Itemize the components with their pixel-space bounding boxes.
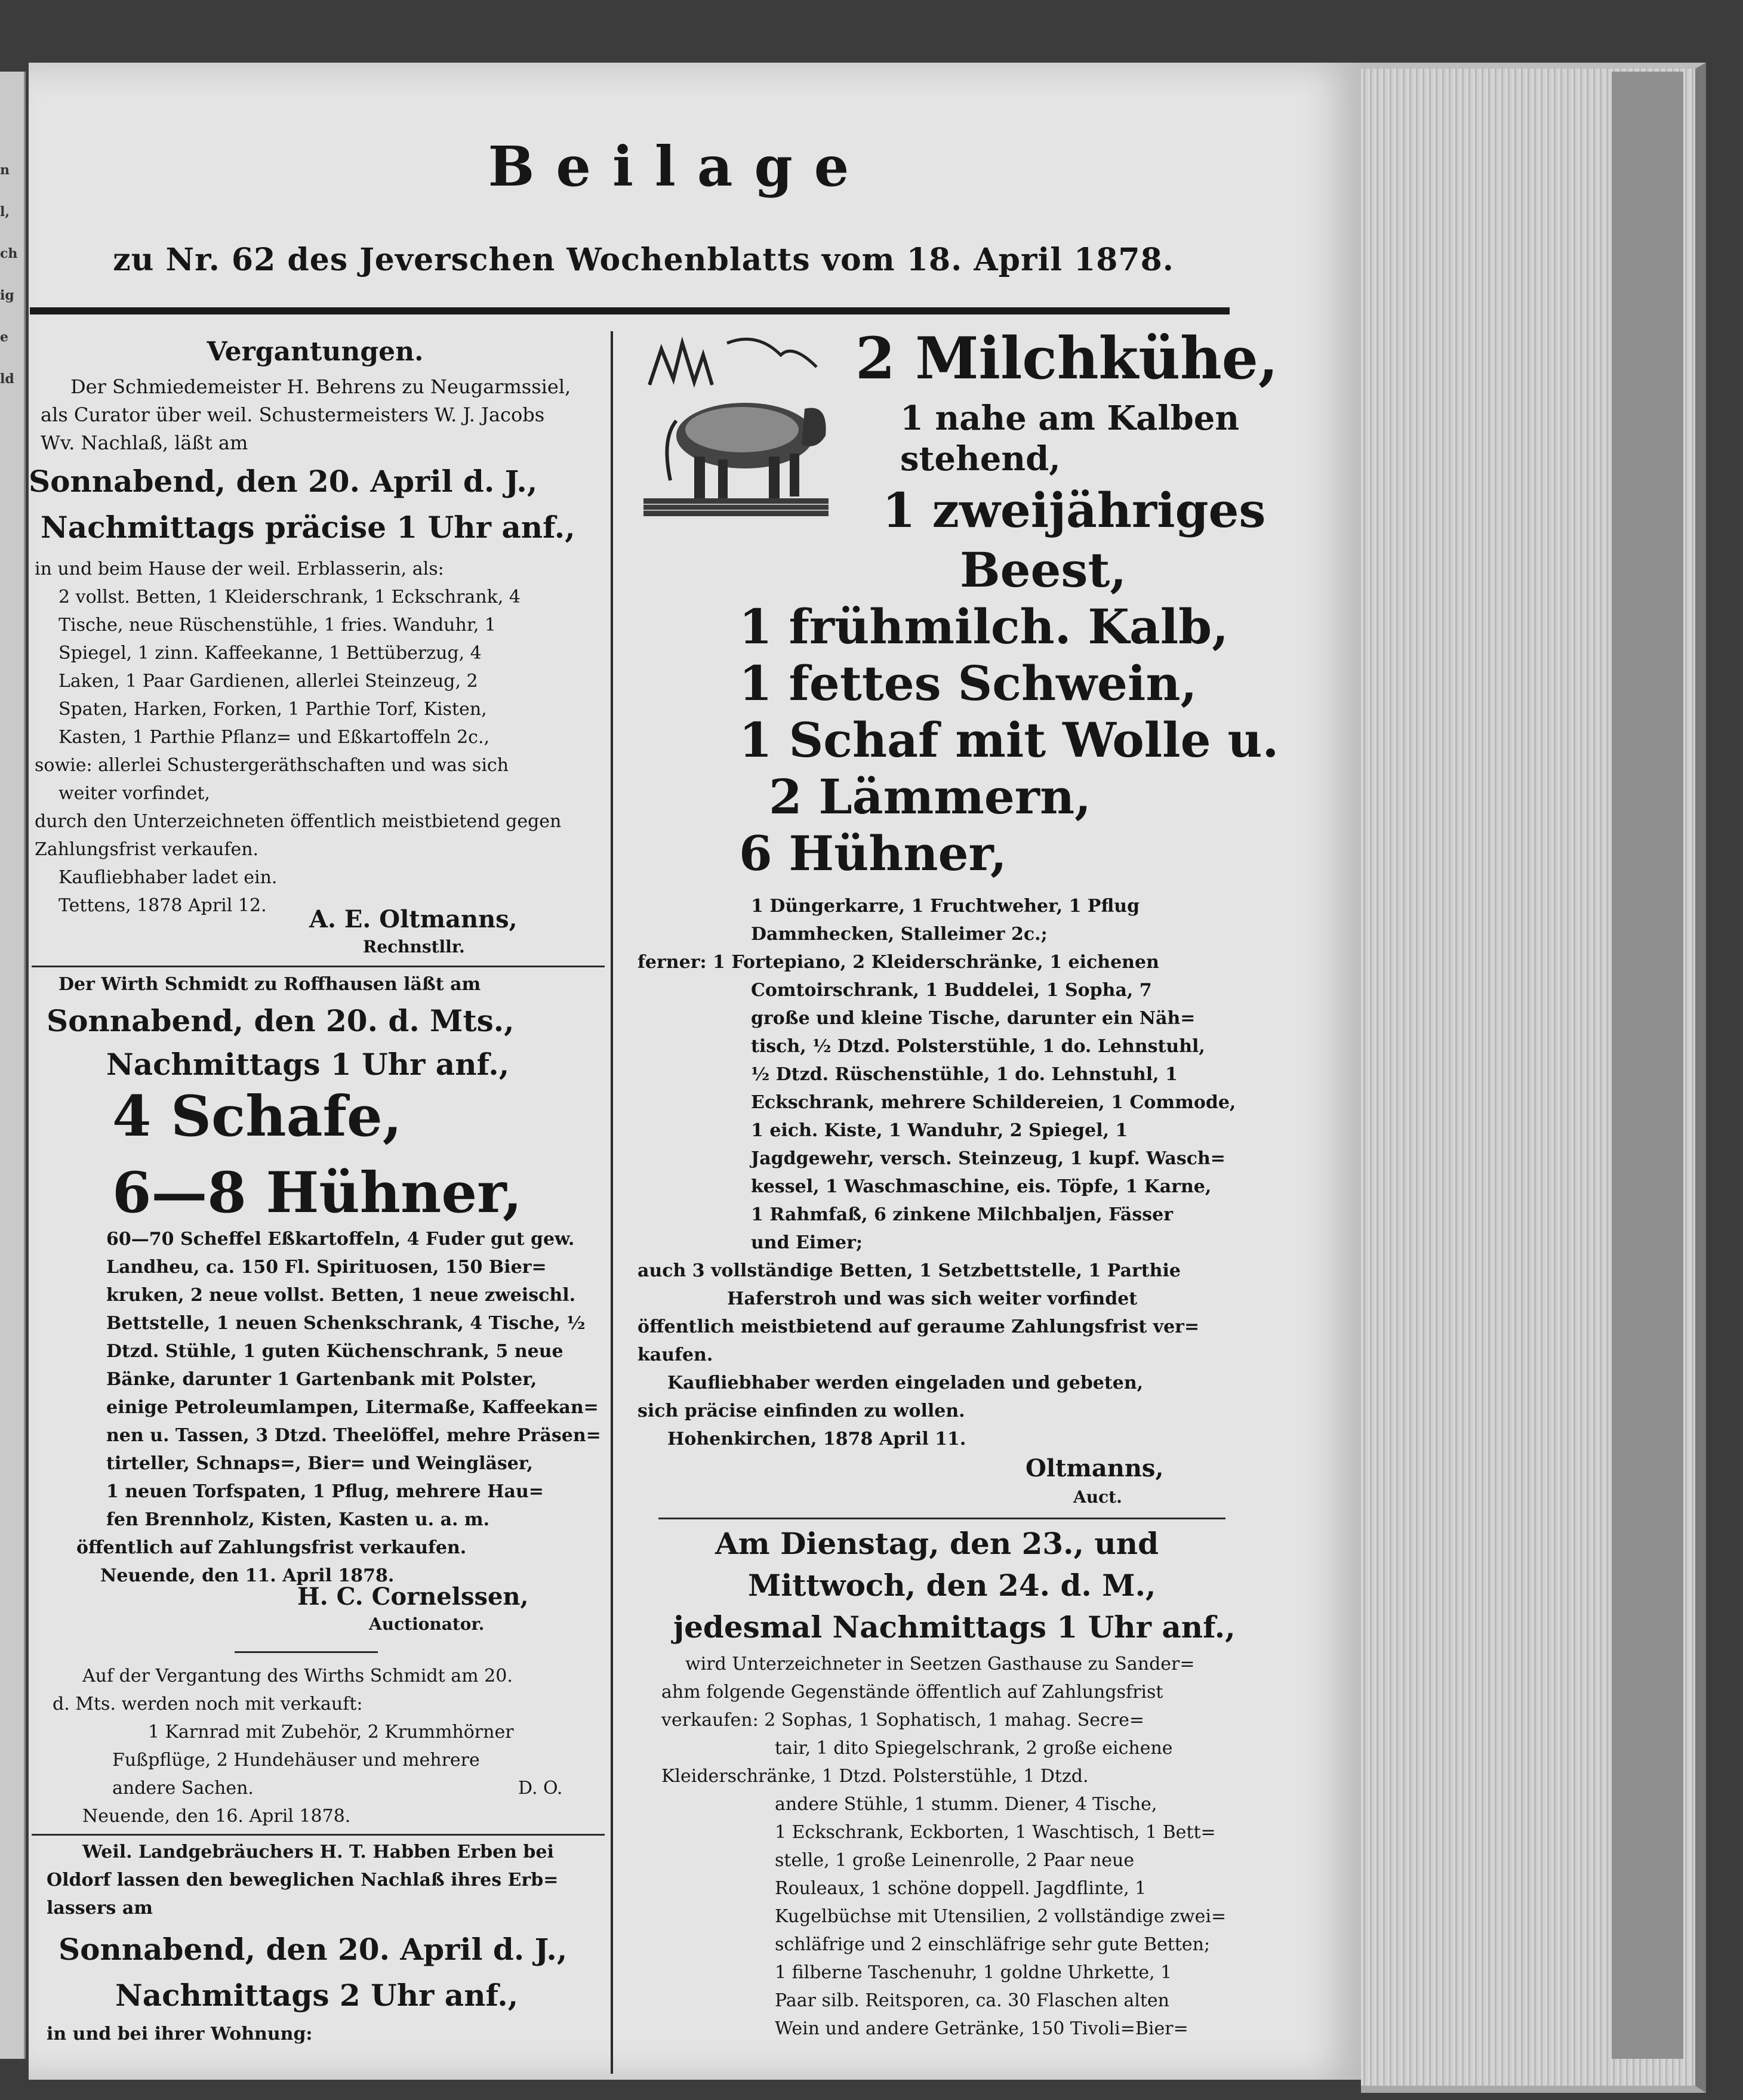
ad3-initials: D. O. [518, 1778, 563, 1799]
left-margin-text: n l, ch ig e ld [0, 162, 18, 387]
ad5-sub1: 1 nahe am Kalben [900, 399, 1240, 438]
cow-illustration [638, 331, 834, 522]
ad2-big-hens: 6—8 Hühner, [112, 1160, 522, 1226]
ad5-big-milkcows: 2 Milchkühe, [855, 325, 1279, 392]
ad1-intro: Der Schmiedemeister H. Behrens zu Neugarmssiel, als Curator über weil. Schustermeisters W. J. Jacobs Wv. Nachlaß, läßt am [41, 375, 571, 454]
ad4-date: Sonnabend, den 20. April d. J., [58, 1932, 568, 1967]
ad5-body: 1 Düngerkarre, 1 Fruchtweher, 1 Pflug Dammhecken, Stalleimer 2c.; ferner: 1 Fortepiano, 2 Kleiderschränke, 1 eichenen Comtoirschrank, 1 Buddelei, 1 Sopha, 7 große und kleine Tische, darunter ein Näh= tisch, ½ Dtzd. Polsterstühle, 1 do. Lehnstuhl, ½ Dtzd. Rüschenstühle, 1 do. Lehnstuhl, 1 Eckschrank, mehrere Schildereien, 1 Commode, 1 eich. Kiste, 1 Wanduhr, 2 Spiegel, 1 Jagdgewehr, versch. Steinzeug, 1 kupf. Wasch= kessel, 1 Waschmaschine, eis. Töpfe, 1 Karne, 1 Rahmfaß, 6 zinkene Milchbaljen, Fässer und Eimer; auch 3 vollständige Betten, 1 Setzbettstelle, 1 Parthie Haferstroh und was sich weiter vorfindet öffentlich meistbietend auf geraume Zahlungsfrist ver= kaufen. Kaufliebhaber werden eingeladen und gebeten, sich präcise einfinden zu wollen. Hohenkirchen, 1878 April 11. [638, 896, 1236, 1450]
ad2-signature-title: Auctionator. [369, 1614, 485, 1634]
masthead-title: Beilage [488, 134, 871, 199]
ad1-heading: Vergantungen. [207, 337, 424, 367]
ad2-intro: Der Wirth Schmidt zu Roffhausen läßt am [58, 974, 481, 995]
ad1-signature-title: Rechnstllr. [363, 937, 465, 957]
ad3-body: Auf der Vergantung des Wirths Schmidt am 20. d. Mts. werden noch mit verkauft: 1 Karnrad mit Zubehör, 2 Krummhörner Fußpflüge, 2 Hundehäuser und mehrere andere Sachen. [53, 1666, 514, 1799]
ad5-item-calf: 1 frühmilch. Kalb, [739, 599, 1228, 655]
column-divider [611, 331, 613, 2074]
separator [32, 966, 605, 967]
ad5-item-lambs: 2 Lämmern, [769, 769, 1091, 825]
ad6-head3: jedesmal Nachmittags 1 Uhr anf., [673, 1609, 1236, 1645]
short-separator [235, 1651, 378, 1653]
masthead-subtitle: zu Nr. 62 des Jeverschen Wochenblatts vom 18. April 1878. [113, 242, 1174, 278]
ad5-item-hens: 6 Hühner, [739, 825, 1007, 881]
ad1-body: in und beim Hause der weil. Erblasserin, als: 2 vollst. Betten, 1 Kleiderschrank, 1 Eckschrank, 4 Tische, neue Rüschenstühle, 1 fries. Wanduhr, 1 Spiegel, 1 zinn. Kaffeekanne, 1 Bettüberzug, 4 Laken, 1 Paar Gardienen, allerlei Steinzeug, 2 Spaten, Harken, Forken, 1 Parthie Torf, Kisten, Kasten, 1 Parthie Pflanz= und Eßkartoffeln 2c., sowie: allerlei Schustergeräthschaften und was sich weiter vorfindet, durch den Unterzeichneten öffentlich meistbietend gegen Zahlungsfrist verkaufen. Kaufliebhaber ladet ein. Tettens, 1878 April 12. [35, 559, 562, 916]
ad5-big2: 1 zweijähriges [882, 482, 1266, 538]
ad6-body: wird Unterzeichneter in Seetzen Gasthause zu Sander= ahm folgende Gegenstände öffentlich auf Zahlungsfrist verkaufen: 2 Sophas, 1 Sophatisch, 1 mahag. Secre= tair, 1 dito Spiegelschrank, 2 große eichene Kleiderschränke, 1 Dtzd. Polsterstühle, 1 Dtzd. andere Stühle, 1 stumm. Diener, 4 Tische, 1 Eckschrank, Eckborten, 1 Waschtisch, 1 Bett= stelle, 1 große Leinenrolle, 2 Paar neue Rouleaux, 1 schöne doppell. Jagdflinte, 1 Kugelbüchse mit Utensilien, 2 vollständige zwei= schläfrige und 2 einschläfrige sehr gute Betten; 1 filberne Taschenuhr, 1 goldne Uhrkette, 1 Paar silb. Reitsporen, ca. 30 Flaschen alten Wein und andere Getränke, 150 Tivoli=Bier= [661, 1654, 1227, 2039]
ad4-intro: Weil. Landgebräuchers H. T. Habben Erben bei Oldorf lassen den beweglichen Nachlaß ihres Erb= lassers am [47, 1842, 559, 1919]
newspaper-page [29, 63, 1361, 2080]
ad1-time: Nachmittags präcise 1 Uhr anf., [41, 510, 575, 545]
ad5-signature-title: Auct. [1073, 1487, 1122, 1507]
ad2-signature: H. C. Cornelssen, [297, 1583, 529, 1611]
ad5-item-pig: 1 fettes Schwein, [739, 655, 1197, 711]
ad4-tail: in und bei ihrer Wohnung: [47, 2024, 313, 2045]
book-cover [1612, 72, 1683, 2059]
ad6-head1: Am Dienstag, den 23., und [715, 1526, 1159, 1561]
ad2-date: Sonnabend, den 20. d. Mts., [47, 1003, 515, 1038]
ad5-item-sheep: 1 Schaf mit Wolle u. [739, 712, 1279, 768]
header-rule [30, 307, 1230, 314]
ad1-date: Sonnabend, den 20. April d. J., [29, 464, 538, 499]
ad5-sub2: stehend, [900, 439, 1061, 479]
ad1-signature: A. E. Oltmanns, [309, 905, 518, 933]
ad2-time: Nachmittags 1 Uhr anf., [106, 1047, 510, 1082]
separator [32, 1834, 605, 1836]
ad2-body: 60—70 Scheffel Eßkartoffeln, 4 Fuder gut gew. Landheu, ca. 150 Fl. Spirituosen, 150 Bier= kruken, 2 neue vollst. Betten, 1 neue zweischl. Bettstelle, 1 neuen Schenkschrank, 4 Tische, ½ Dtzd. Stühle, 1 guten Küchenschrank, 5 neue Bänke, darunter 1 Gartenbank mit Polster, einige Petroleumlampen, Litermaße, Kaffeekan= nen u. Tassen, 3 Dtzd. Theelöffel, mehre Präsen= tirteller, Schnaps=, Bier= und Weingläser, 1 neuen Torfspaten, 1 Pflug, mehrere Hau= fen Brennholz, Kisten, Kasten u. a. m. öffentlich auf Zahlungsfrist verkaufen. Neuende, den 11. April 1878. [76, 1229, 601, 1586]
ad5-signature: Oltmanns, [1026, 1454, 1164, 1482]
ad6-head2: Mittwoch, den 24. d. M., [748, 1568, 1156, 1603]
ad5-big3: Beest, [960, 542, 1127, 598]
ad2-big-sheep: 4 Schafe, [112, 1084, 402, 1149]
ad3-dateline: Neuende, den 16. April 1878. [82, 1806, 351, 1827]
separator [658, 1518, 1225, 1519]
ad4-time: Nachmittags 2 Uhr anf., [115, 1978, 519, 2013]
